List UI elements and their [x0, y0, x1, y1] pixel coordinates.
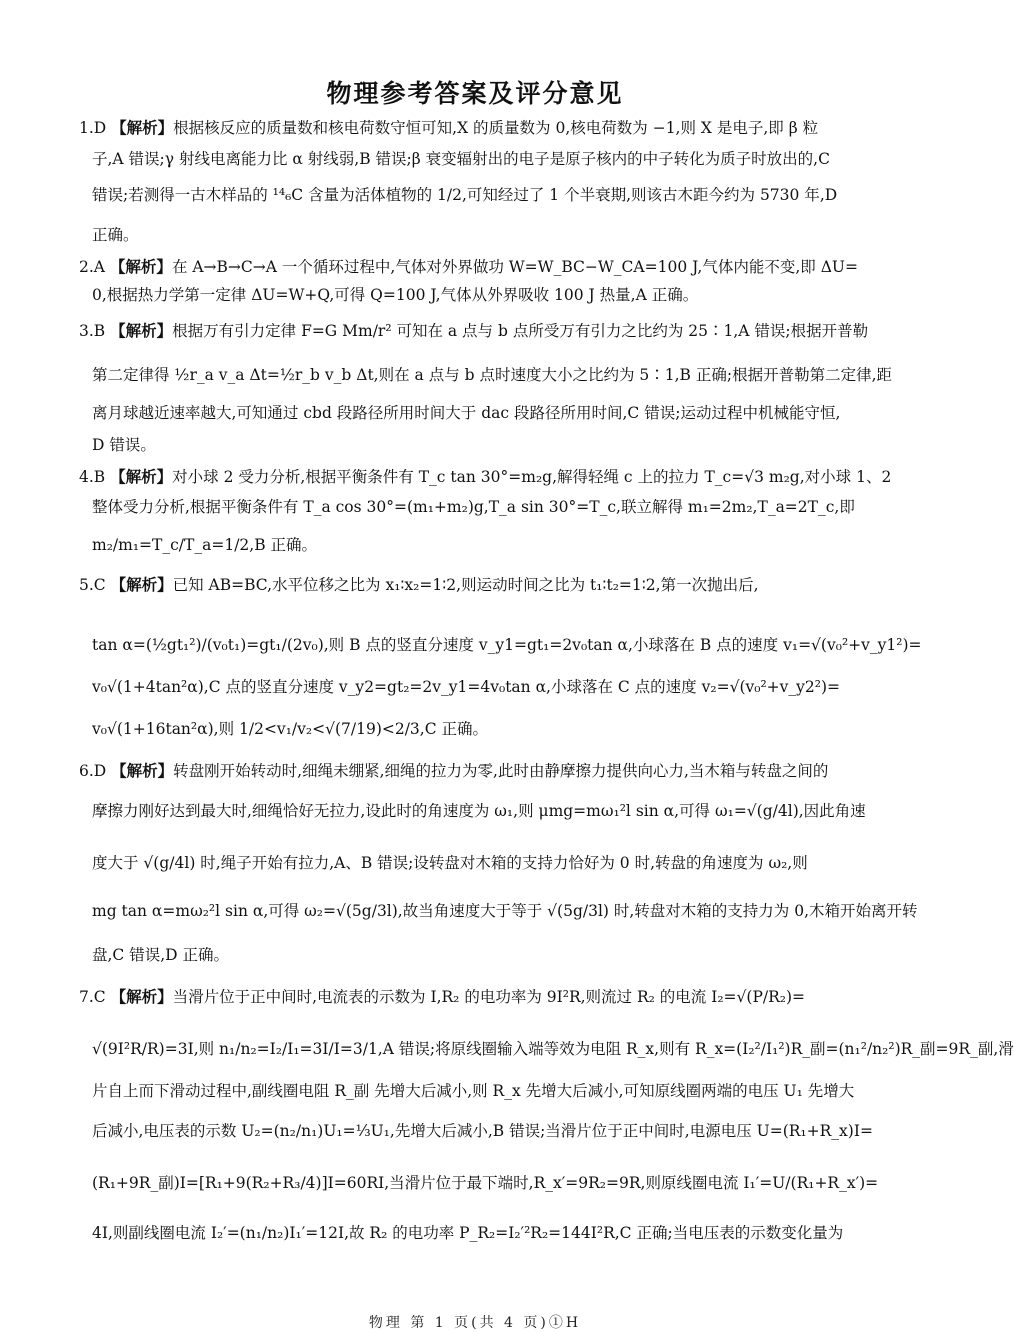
answer-text-line	[92, 402, 872, 424]
answer-item-start	[79, 117, 859, 139]
answer-text: v₀√(1+4tan²α),C 点的竖直分速度 v_y2=gt₂=2v_y1=4v₀tan α,小球落在 C 点的速度 v₂=√(v₀²+v_y2²)=	[92, 678, 841, 696]
answer-text: 子,A 错误;γ 射线电离能力比 α 射线弱,B 错误;β 衰变辐射出的电子是原子核内的中子转化为质子时放出的,C	[92, 150, 830, 168]
answer-text: 根据核反应的质量数和核电荷数守恒可知,X 的质量数为 0,核电荷数为 −1,则 X 是电子,即 β 粒	[173, 119, 819, 137]
answer-number: 1.D	[79, 119, 107, 137]
analysis-tag: 【解析】	[110, 576, 173, 594]
answer-number: 2.A	[79, 258, 105, 276]
answer-text-line	[92, 364, 893, 386]
answer-number: 3.B	[79, 322, 106, 340]
answer-text: 4I,则副线圈电流 I₂′=(n₁/n₂)I₁′=12I,故 R₂ 的电功率 P_R₂=I₂′²R₂=144I²R,C 正确;当电压表的示数变化量为	[92, 1224, 844, 1242]
answer-number: 6.D	[79, 762, 107, 780]
answer-item-start	[79, 466, 892, 488]
answer-text-line	[92, 224, 872, 246]
answer-item-start	[79, 574, 859, 596]
answer-text: tan α=(½gt₁²)/(v₀t₁)=gt₁/(2v₀),则 B 点的竖直分速度 v_y1=gt₁=2v₀tan α,小球落在 B 点的速度 v₁=√(v₀²+v_y1²)=	[92, 636, 922, 654]
answer-text: 片自上而下滑动过程中,副线圈电阻 R_副 先增大后减小,则 R_x 先增大后减小,可知原线圈两端的电压 U₁ 先增大	[92, 1082, 855, 1100]
answer-text-line	[92, 900, 918, 922]
answer-text: 转盘刚开始转动时,细绳未绷紧,细绳的拉力为零,此时由静摩擦力提供向心力,当木箱与转盘之间的	[173, 762, 829, 780]
answer-text-line	[92, 496, 872, 518]
answer-text: v₀√(1+16tan²α),则 1/2<v₁/v₂<√(7/19)<2/3,C 正确。	[92, 720, 489, 738]
answer-text: mg tan α=mω₂²l sin α,可得 ω₂=√(5g/3l),故当角速度大于等于 √(5g/3l) 时,转盘对木箱的支持力为 0,木箱开始离开转	[92, 902, 918, 920]
answer-text: 对小球 2 受力分析,根据平衡条件有 T_c tan 30°=m₂g,解得轻绳 c 上的拉力 T_c=√3 m₂g,对小球 1、2	[172, 468, 892, 486]
answer-item-start	[79, 320, 869, 342]
analysis-tag: 【解析】	[110, 322, 173, 340]
answer-text-line	[92, 718, 872, 740]
answer-text: 正确。	[92, 226, 139, 244]
answer-text-line	[92, 852, 872, 874]
analysis-tag: 【解析】	[110, 988, 173, 1006]
answer-text: 已知 AB=BC,水平位移之比为 x₁∶x₂=1∶2,则运动时间之比为 t₁∶t₂=1∶2,第一次抛出后,	[172, 576, 759, 594]
analysis-tag: 【解析】	[110, 468, 173, 486]
answer-text: 在 A→B→C→A 一个循环过程中,气体对外界做功 W=W_BC−W_CA=100 J,气体内能不变,即 ΔU=	[171, 258, 858, 276]
answer-text-line	[92, 676, 872, 698]
answer-text: √(9I²R/R)=3I,则 n₁/n₂=I₂/I₁=3I/I=3/1,A 错误;将原线圈输入端等效为电阻 R_x,则有 R_x=(I₂²/I₁²)R_副=(n₁²/n₂²)R_副=9R_副,滑	[92, 1040, 1014, 1058]
page-footer: 物理 第 1 页(共 4 页)①H	[368, 1315, 582, 1331]
answer-text-line	[92, 1120, 872, 1142]
answer-text-line	[92, 944, 872, 966]
analysis-tag: 【解析】	[111, 762, 174, 780]
answer-item-start	[79, 986, 859, 1008]
answer-text: 度大于 √(g/4l) 时,绳子开始有拉力,A、B 错误;设转盘对木箱的支持力恰好为 0 时,转盘的角速度为 ω₂,则	[92, 854, 808, 872]
answer-text: 摩擦力刚好达到最大时,细绳恰好无拉力,设此时的角速度为 ω₁,则 μmg=mω₁²l sin α,可得 ω₁=√(g/4l),因此角速	[92, 802, 866, 820]
answer-text: 盘,C 错误,D 正确。	[92, 946, 229, 964]
answer-text-line	[92, 284, 872, 306]
answer-text: 错误;若测得一古木样品的 ¹⁴₆C 含量为活体植物的 1/2,可知经过了 1 个半衰期,则该古木距今约为 5730 年,D	[92, 186, 838, 204]
answer-text-line	[92, 434, 872, 456]
analysis-tag: 【解析】	[111, 119, 174, 137]
answer-text-line	[92, 1222, 872, 1244]
answer-text: 0,根据热力学第一定律 ΔU=W+Q,可得 Q=100 J,气体从外界吸收 100 J 热量,A 正确。	[92, 286, 699, 304]
answer-text-line	[92, 800, 872, 822]
answer-item-start	[79, 760, 859, 782]
page-title: 物理参考答案及评分意见	[326, 79, 624, 108]
answer-text-line	[92, 1172, 879, 1194]
answer-number: 7.C	[79, 988, 106, 1006]
answer-text-line	[92, 534, 872, 556]
answer-text: (R₁+9R_副)I=[R₁+9(R₂+R₃/4)]I=60RI,当滑片位于最下端时,R_x′=9R₂=9R,则原线圈电流 I₁′=U/(R₁+R_x′)=	[92, 1174, 879, 1192]
answer-text-line	[92, 634, 922, 656]
answer-text: 后减小,电压表的示数 U₂=(n₂/n₁)U₁=⅓U₁,先增大后减小,B 错误;当滑片位于正中间时,电源电压 U=(R₁+R_x)I=	[92, 1122, 873, 1140]
answer-text: D 错误。	[92, 436, 156, 454]
answer-item-start	[79, 256, 859, 278]
answer-text: 整体受力分析,根据平衡条件有 T_a cos 30°=(m₁+m₂)g,T_a sin 30°=T_c,联立解得 m₁=2m₂,T_a=2T_c,即	[92, 498, 855, 516]
answer-text: 根据万有引力定律 F=G Mm/r² 可知在 a 点与 b 点所受万有引力之比约为 25∶1,A 错误;根据开普勒	[172, 322, 869, 340]
answer-text-line	[92, 184, 872, 206]
answer-text: m₂/m₁=T_c/T_a=1/2,B 正确。	[92, 536, 318, 554]
answer-text: 第二定律得 ½r_a v_a Δt=½r_b v_b Δt,则在 a 点与 b 点时速度大小之比约为 5∶1,B 正确;根据开普勒第二定律,距	[92, 366, 893, 384]
answer-text: 离月球越近速率越大,可知通过 cbd 段路径所用时间大于 dac 段路径所用时间,C 错误;运动过程中机械能守恒,	[92, 404, 841, 422]
answer-number: 4.B	[79, 468, 106, 486]
answer-text-line	[92, 1038, 1014, 1060]
answer-text-line	[92, 148, 872, 170]
answer-text-line	[92, 1080, 872, 1102]
analysis-tag: 【解析】	[109, 258, 172, 276]
answer-text: 当滑片位于正中间时,电流表的示数为 I,R₂ 的电功率为 9I²R,则流过 R₂ 的电流 I₂=√(P/R₂)=	[172, 988, 806, 1006]
answer-number: 5.C	[79, 576, 106, 594]
